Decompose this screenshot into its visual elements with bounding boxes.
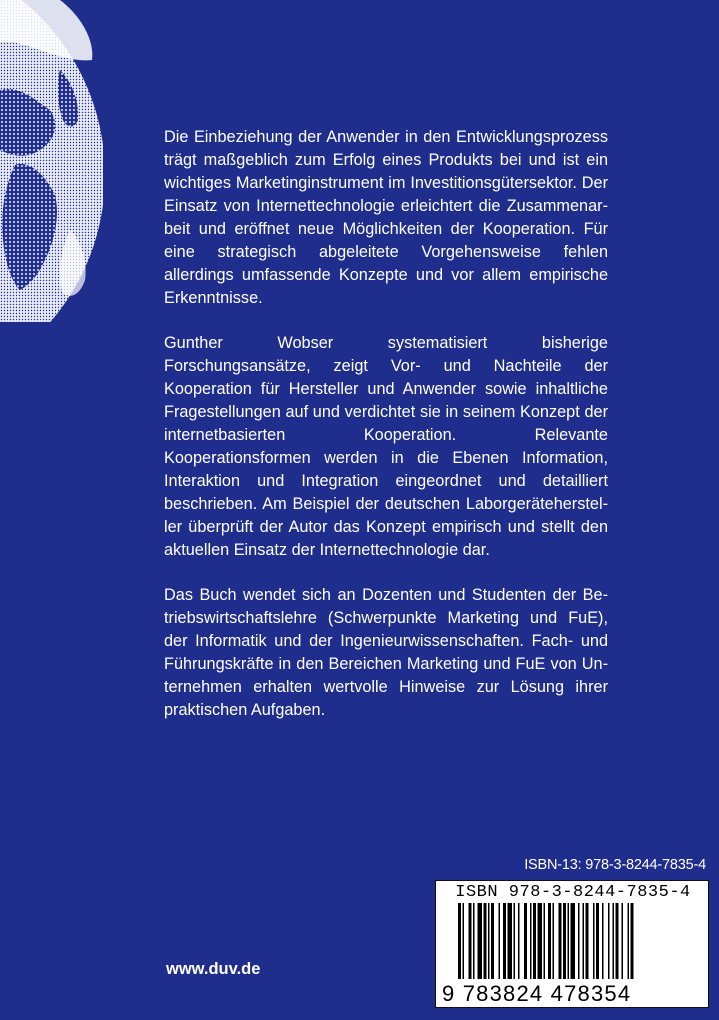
globe-illustration <box>0 0 103 322</box>
blurb-paragraph-1: Die Einbeziehung der Anwender in den Entwicklungsprozess trägt maßgeblich zum Erfolg eines Produkts bei und ist ein wichtiges Marketinginstrument im Investitionsgütersektor. Der Einsatz von Internettechnologie erleichtert die Zusammenarbeit und eröffnet neue Möglichkeiten der Kooperation. Für eine strategisch abgeleitete Vorgehensweise fehlen allerdings umfassende Konzepte und vor allem empirische Erkenntnisse. <box>164 128 608 307</box>
isbn-label: ISBN-13: 978-3-8244-7835-4 <box>524 857 706 873</box>
blurb-paragraph-2: Gunther Wobser systematisiert bisherige Forschungsansätze, zeigt Vor- und Nachteile der Kooperation für Hersteller und Anwender sowie inhaltliche Fragestellungen auf und verdichtet sie in seinem Konzept der internetbasierten Kooperation. Relevante Kooperationsformen werden in die Ebenen Information, Interaktion und Integration eingeordnet und detailliert beschrieben. Am Beispiel der deutschen Laborgerätehersteller überprüft der Autor das Konzept empirisch und stellt den aktuellen Einsatz der Internettechnologie dar. <box>164 334 608 559</box>
blurb-paragraph-3: Das Buch wendet sich an Dozenten und Studenten der Betriebswirtschaftslehre (Schwerpunkte Marketing und FuE), der Informatik und der Ingenieurwissenschaften. Fach- und Führungskräfte in den Bereichen Marketing und FuE von Unternehmen erhalten wertvolle Hinweise zur Lösung ihrer praktischen Aufgaben. <box>164 586 608 719</box>
barcode-digits: 9 783824 478354 <box>442 981 632 1006</box>
blurb-text <box>164 126 608 744</box>
barcode-bars <box>436 903 710 983</box>
publisher-website: www.duv.de <box>166 960 261 978</box>
barcode-isbn-text: ISBN 978-3-8244-7835-4 <box>455 883 691 902</box>
barcode <box>435 880 709 1008</box>
